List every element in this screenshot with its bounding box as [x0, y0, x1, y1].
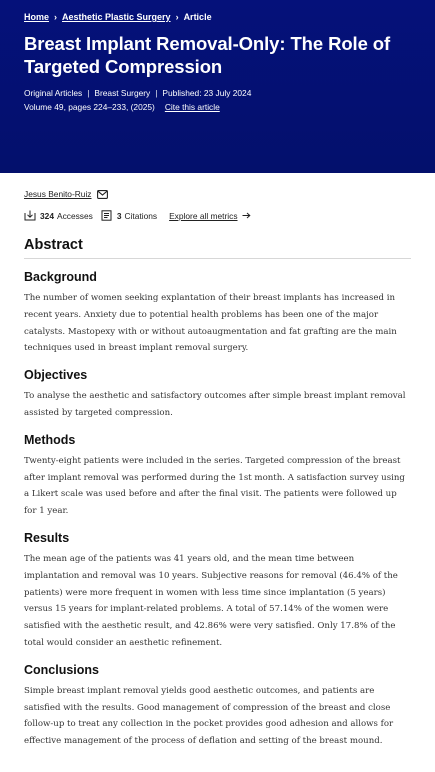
article-meta — [24, 86, 411, 100]
section-text: To analyse the aesthetic and satisfactory outcomes after simple breast implant removal assisted by targeted compression. — [24, 391, 406, 418]
section-heading: Results — [24, 530, 70, 545]
section-text: The mean age of the patients was 41 years old, and the mean time between implantation and removal was 10 years. Subjective reasons for removal (46.4% of the patients) were more frequent in women with less time since implantation (5 years) versus 15 years for implant-related problems. A total of 57.14% of the women were satisfied with the aesthetic result, and 42.86% were very satisfied. Only 17.8% of the total would consider an aesthetic refinement. — [24, 553, 398, 648]
download-icon — [24, 210, 36, 221]
breadcrumb-home-link[interactable]: Home — [24, 12, 50, 22]
breadcrumb-current: Article — [183, 12, 212, 22]
author-row — [24, 189, 411, 199]
breadcrumb — [24, 11, 411, 23]
chevron-right-icon: › — [54, 12, 58, 22]
metrics-row — [24, 210, 411, 221]
accesses-label: Accesses — [56, 210, 93, 221]
abstract-section-results — [24, 531, 411, 652]
citation-icon — [101, 210, 113, 221]
article-subject: Breast Surgery — [94, 88, 151, 98]
arrow-right-icon — [242, 211, 251, 221]
section-heading: Methods — [24, 432, 76, 447]
author-link[interactable]: Jesus Benito-Ruiz — [24, 189, 92, 199]
abstract-section-conclusions — [24, 663, 411, 750]
chevron-right-icon: › — [175, 12, 179, 22]
article-header — [0, 0, 435, 173]
citations-count: 3 — [116, 210, 122, 221]
cite-article-link[interactable]: Cite this article — [164, 102, 220, 112]
meta-divider: | — [155, 88, 158, 98]
mail-icon[interactable] — [97, 190, 108, 199]
volume-info: Volume 49, pages 224–233, (2025) — [24, 102, 155, 112]
abstract-section-methods — [24, 433, 411, 520]
meta-divider: | — [87, 88, 90, 98]
section-text: The number of women seeking explantation of their breast implants has increased in recent years. Anxiety due to potential health problems has been one of the major catalysts. Mastopexy with or without autoaugmentation and fat grafting are the main techniques used in breast implant removal surgery. — [24, 293, 397, 354]
article-body — [0, 189, 435, 750]
citations-label: Citations — [124, 210, 158, 221]
accesses-count: 324 — [40, 210, 54, 221]
explore-metrics-label: Explore all metrics — [169, 210, 238, 221]
abstract-section-background — [24, 270, 411, 357]
explore-metrics-link[interactable] — [169, 211, 250, 221]
abstract-heading: Abstract — [24, 237, 411, 259]
breadcrumb-journal-link[interactable]: Aesthetic Plastic Surgery — [62, 12, 171, 22]
section-heading: Conclusions — [24, 662, 100, 677]
article-volume-row — [24, 100, 411, 114]
article-type: Original Articles — [24, 88, 83, 98]
article-title: Breast Implant Removal-Only: The Role of Targeted Compression — [24, 33, 391, 77]
published-date: Published: 23 July 2024 — [162, 88, 252, 98]
abstract-section-objectives — [24, 368, 411, 422]
section-text: Twenty-eight patients were included in the series. Targeted compression of the breast after implant removal was performed during the 1st month. A satisfaction survey using a Likert scale was used before and after the final visit. The patients were followed up for 1 year. — [24, 455, 405, 517]
section-heading: Background — [24, 270, 97, 284]
section-heading: Objectives — [24, 368, 88, 383]
section-text: Simple breast implant removal yields good aesthetic outcomes, and patients are satisfied with the results. Good management of compression of the breast and close follow-up to treat any collection in the pocket provides good adhesion and allows for effective management of the process of deflation and setting of the breast mound. — [24, 685, 394, 747]
